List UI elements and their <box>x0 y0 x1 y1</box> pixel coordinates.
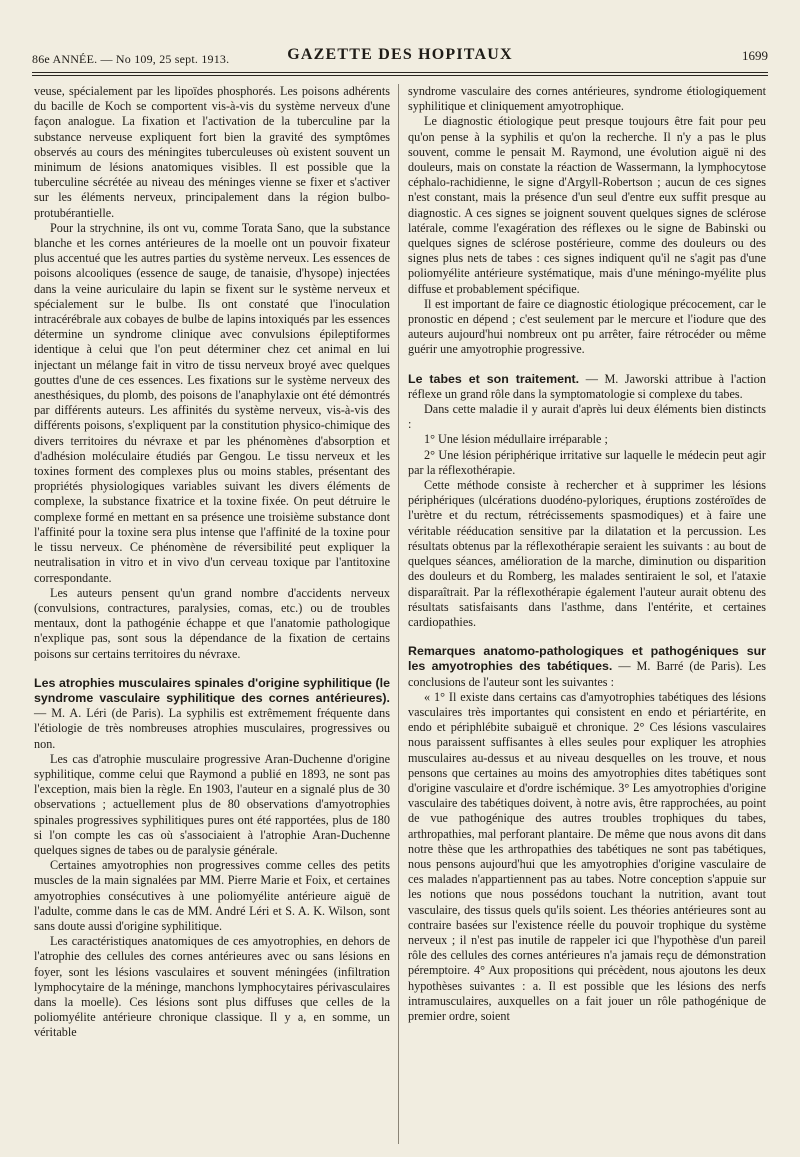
column-divider <box>398 84 399 1144</box>
issue-info: 86e ANNÉE. — No 109, 25 sept. 1913. <box>32 52 230 66</box>
paragraph: syndrome vasculaire des cornes antérieures, syndrome étiologiquement syphilitique et cliniquement amyotrophique. <box>408 84 766 114</box>
section-intro: — M. A. Léri (de Paris). La syphilis est extrêmement fréquente dans l'étiologie de très nombreuses atrophies musculaires, progressives ou non. <box>34 706 390 751</box>
journal-title: GAZETTE DES HOPITAUX <box>287 46 513 63</box>
paragraph: Les auteurs pensent qu'un grand nombre d'accidents nerveux (convulsions, contractures, paralysies, comas, etc.) ou de troubles mentaux, dont la pathogénie échappe et que l'anatomie pathologique n'explique pas, sont sous la dépendance de la fixation de certains poisons sur certains territoires du névraxe. <box>34 585 390 661</box>
header-rule-thin <box>32 75 768 76</box>
header-rule <box>32 72 768 73</box>
section-intro: — M. Jaworski attribue à l'action réflexe un grand rôle dans la symptomatologie si complexe du tabes. <box>408 371 766 401</box>
section-title: Le tabes et son traitement. <box>408 371 580 386</box>
section-intro: — M. Barré (de Paris). Les conclusions de l'auteur sont les suivantes : <box>408 659 766 689</box>
paragraph: Pour la strychnine, ils ont vu, comme Torata Sano, que la substance blanche et les cornes antérieures de la moelle ont un pouvoir fixateur plus accentué que les autres parties du système nerveux. Les essences de poisons alcooliques (essence de sauge, de tanaisie, d'hysope) injectées dans la veine auriculaire du lapin se fixent sur le système nerveux et spécialement sur le bulbe. Ils ont constaté que l'inoculation intracérébrale aux cobayes de bulbe de lapins intoxiqués par les essences détermine un syndrome clinique avec convulsions épileptiformes identique à celui que l'on peut déterminer chez cet animal en lui injectant un mélange fait in vitro de tissu nerveux broyé avec quelques gouttes d'une de ces essences. Les fixations sur le système nerveux des anesthésiques, du plomb, des poisons de l'anaphylaxie ont été démontrés par différents auteurs. Les affinités du système nerveux, vis-à-vis des différents poisons, s'expliquent par la constitution physico-chimique des divers territoires du névraxe et par les phénomènes d'absorption et d'adhésion moléculaire étudiés par Gengou. Le tissu nerveux et les toxines forment des complexes plus ou moins stables, présentant des propriétés physiologiques variables suivant les divers éléments de complexe, la substance fixatrice et la toxine fixée. On peut détruire le complexe formé en mettant en sa présence une troisième substance dont l'affinité pour la toxine sera plus intense que l'affinité de la toxine pour le tissu nerveux. Ce phénomène de réversibilité peut expliquer la neutralisation in vitro et in vivo d'un cerveau toxique par l'antitoxine correspondante. <box>34 220 390 585</box>
paragraph: Il est important de faire ce diagnostic étiologique précocement, car le pronostic en dépend ; c'est seulement par le mercure et l'iodure que des auteurs aujourd'hui nombreux ont pu arrêter, faire rétrocéder ou même guérir une amyotrophie progressive. <box>408 296 766 357</box>
page-header <box>32 44 768 70</box>
section-title: Les atrophies musculaires spinales d'origine syphilitique (le syndrome vasculaire syphilitique des cornes antérieures). <box>34 675 390 705</box>
left-column <box>34 84 390 1041</box>
list-item: 2° Une lésion périphérique irritative sur laquelle le médecin peut agir par la réflexothérapie. <box>408 447 766 477</box>
paragraph: Le diagnostic étiologique peut presque toujours être fait pour peu qu'on pense à la syphilis et qu'on la recherche. Il n'y a pas le plus souvent, comme le pensait M. Raymond, une évolution aiguë ni des douleurs, mais on constate la réaction de Wassermann, la lymphocytose céphalo-rachidienne, le signe d'Argyll-Robertson ; aucun de ces signes n'est constant, mais la présence d'un seul d'entre eux suffit presque au diagnostic. A ces signes se joignent souvent quelques signes de sclérose latérale, comme l'exagération des réflexes ou le signe de Babinski ou quelques signes de sclérose postérieure, comme des douleurs ou des signes plus nets de tabes : ces signes indiquent qu'il ne s'agit pas d'une poliomyélite antérieure systématique, mais d'une méningo-myélite plus diffuse et probablement spécifique. <box>408 114 766 296</box>
section-atrophies-syphilitiques <box>34 676 390 752</box>
paragraph: Les caractéristiques anatomiques de ces amyotrophies, en dehors de l'atrophie des cellules des cornes antérieures avec ou sans lésions en foyer, sont les lésions vasculaires et souvent méningées (infiltration lymphocytaire de la méninge, manchons lymphocytaires périvasculaires dans la moelle). Ces lésions sont plus diffuses que celles de la poliomyélite antérieure chronique classique. Il y a, en somme, un véritable <box>34 934 390 1040</box>
paragraph: Cette méthode consiste à rechercher et à supprimer les lésions périphériques (ulcérations duodéno-pyloriques, éruptions zostéroïdes de l'urètre et du rectum, rétrécissements spasmodiques) et à faire une véritable rééducation sensitive par la dilatation et la percussion. Les résultats obtenus par la réflexothérapie seraient les suivants : au bout de quelques séances, amélioration de la marche, diminution ou disparition des douleurs et du Romberg, les malades sentiraient le sol, et l'ataxie disparaîtrait. Par la réflexothérapie également l'auteur aurait obtenu des résultats satisfaisants dans l'asthme, dans l'entérite, et certaines cardiopathies. <box>408 478 766 629</box>
section-title: Remarques anatomo-pathologiques et pathogéniques sur les amyotrophies des tabétiques. <box>408 644 766 674</box>
page-number: 1699 <box>742 48 768 63</box>
section-tabes-traitement <box>408 372 766 402</box>
paragraph: veuse, spécialement par les lipoïdes phosphorés. Les poisons adhérents du bacille de Koch se comportent vis-à-vis du système nerveux d'une façon analogue. La fixation et l'activation de la tuberculine par la substance nerveuse expliquent fort bien la gravité des symptômes observés au cours des méningites tuberculeuses où existent souvent un minimum de lésions anatomiques visibles. Il est possible que la tuberculine sécrétée au niveau des méninges vienne se fixer et s'activer sur les éléments nerveux, principalement dans la région bulbo-protubérantielle. <box>34 84 390 220</box>
paragraph: Dans cette maladie il y aurait d'après lui deux éléments bien distincts : <box>408 402 766 432</box>
paragraph: « 1° Il existe dans certains cas d'amyotrophies tabétiques des lésions vasculaires très importantes qui consistent en endo et périartérite, en endo et périphlébite subaiguë et chronique. 2° Ces lésions vasculaires nous paraissent suffisantes à elles seules pour expliquer les atrophies musculaires au-dessus et au niveau desquelles on les trouve, et nous pensons que certaines au moins des amyotrophies dites tabétiques sont d'origine vasculaire et d'ordre ischémique. 3° Les amyotrophies d'origine vasculaire des tabétiques doivent, à notre avis, être rapprochées, au point de vue pathogénique des autres troubles trophiques du tabes, arthropathies, mal perforant plantaire. De même que nous avons dit dans notre thèse que les arthropathies des tabétiques ne sont pas tabétiques, nous pensons aujourd'hui que les amyotrophies d'origine vasculaire de ces malades n'appartiennent pas au tabes. Notre conception s'appuie sur les notions que nous possédons touchant la nutrition, avant tout vasculaire, des tissus quels qu'ils soient. Les théories antérieures sont au contraire basées sur l'existence réelle du pouvoir trophique du système nerveux ; il n'est pas inutile de rappeler ici que l'hypothèse d'un pareil rôle des cellules des cornes antérieures n'a jamais reçu de démonstration péremptoire. 4° Aux propositions qui précèdent, nous ajoutons les deux hypothèses suivantes : a. Il est possible que les lésions des nerfs intramusculaires, auxquelles on a fait jouer un rôle pathogénique de premier ordre, soient <box>408 689 766 1023</box>
paragraph: Certaines amyotrophies non progressives comme celles des petits muscles de la main signalées par MM. Pierre Marie et Foix, et certaines amyotrophies consécutives à une poliomyélite antérieure aiguë de l'adulte, comme dans le cas de MM. André Léri et S. A. K. Wilson, sont sans doute aussi d'origine syphilitique. <box>34 858 390 933</box>
right-column <box>408 84 766 1024</box>
section-amyotrophies-tabetiques <box>408 644 766 690</box>
paragraph: Les cas d'atrophie musculaire progressive Aran-Duchenne d'origine syphilitique, comme celui que Raymond a publié en 1893, ne sont pas l'exception, mais bien la règle. En 1903, l'auteur en a signalé plus de 30 observations ; actuellement plus de 80 observations d'amyotrophies spinales progressives syphilitiques pures ont été rapportées, plus de 180 si l'on compte les cas où s'associaient à l'atrophie Aran-Duchenne quelques signes de tabes ou de paralysie générale. <box>34 751 390 857</box>
list-item: 1° Une lésion médullaire irréparable ; <box>424 432 608 447</box>
